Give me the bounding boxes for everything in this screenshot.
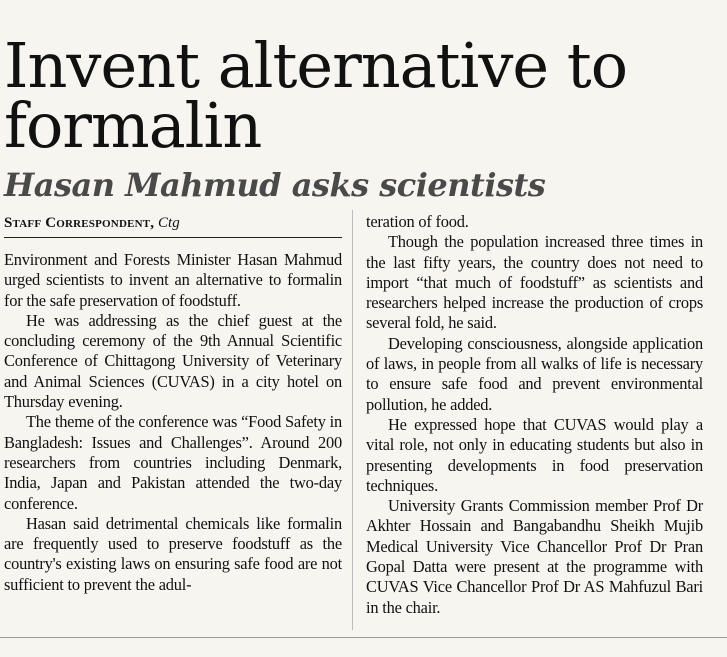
column-divider [352, 210, 353, 630]
paragraph: He was addressing as the chief guest at the concluding ceremony of the 9th Annual Scientific Conference of Chittagong University of Veterinary and Animal Sciences (CUVAS) in a city hotel on Thursday evening. [4, 310, 342, 412]
paragraph: University Grants Commission member Prof Dr Akhter Hossain and Bangabandhu Sheikh Mujib Medical University Vice Chancellor Prof Dr Pran Gopal Datta were present at the programme with CUVAS Vice Chancellor Prof Dr AS Mahfuzul Bari in the chair. [366, 496, 703, 617]
paragraph: teration of food. [366, 212, 469, 231]
paragraph: Developing consciousness, alongside application of laws, in people from all walks of life is necessary to ensure safe food and prevent environmental pollution, he added. [366, 333, 703, 414]
paragraph: The theme of the conference was “Food Safety in Bangladesh: Issues and Challenges”. Around 200 researchers from countries including Denmark, India, Japan and Pakistan attended the two-day conference. [4, 412, 342, 513]
byline-rule [4, 237, 342, 238]
byline [4, 214, 180, 232]
article-column-right [366, 212, 703, 618]
paragraph: Though the population increased three times in the last fifty years, the country does not need to import “that much of foodstuff” as scientists and researchers helped increase the production of crops several fold, he said. [366, 232, 703, 333]
paragraph: Hasan said detrimental chemicals like formalin are frequently used to preserve foodstuff as the country's existing laws on ensuring safe food are not sufficient to prevent the adul- [4, 513, 342, 594]
headline: Invent alternative to formalin [4, 28, 628, 162]
byline-author: Staff Correspondent, [4, 215, 155, 231]
paragraph: Environment and Forests Minister Hasan Mahmud urged scientists to invent an alternative to formalin for the safe preservation of foodstuff. [4, 250, 342, 310]
subheadline: Hasan Mahmud asks scientists [4, 166, 546, 204]
bottom-rule [0, 637, 727, 638]
paragraph: He expressed hope that CUVAS would play a vital role, not only in educating students but also in presenting developments in food preservation techniques. [366, 414, 703, 495]
article-column-left [4, 250, 342, 595]
byline-location: Ctg [158, 215, 180, 231]
